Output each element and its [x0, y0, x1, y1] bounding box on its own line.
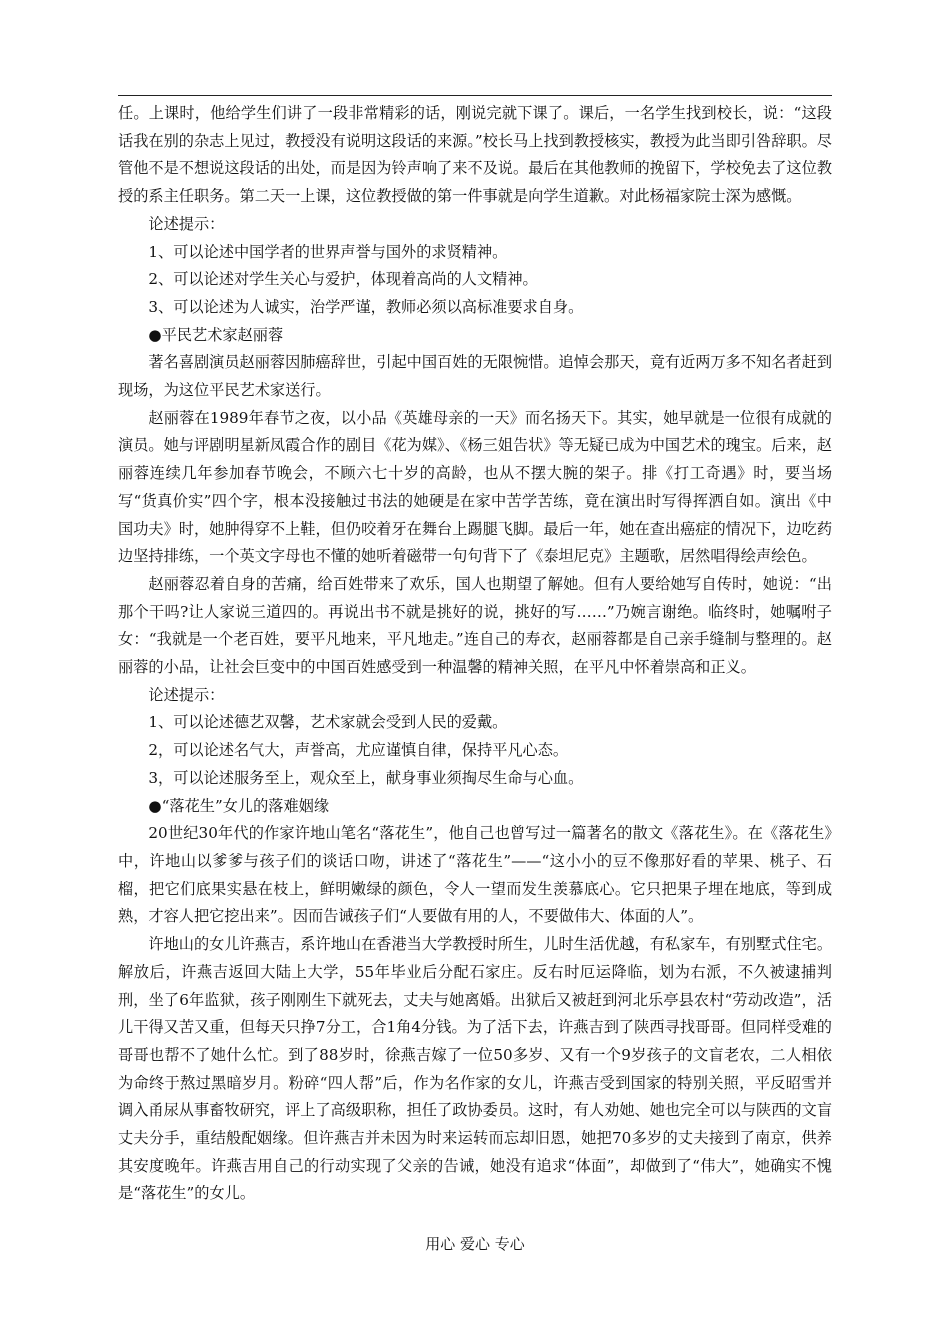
paragraph: 1、可以论述德艺双馨，艺术家就会受到人民的爱戴。	[148, 713, 508, 732]
paragraph: 3，可以论述服务至上，观众至上，献身事业须掏尽生命与心血。	[148, 768, 584, 787]
paragraph: 20世纪30年代的作家许地山笔名“落花生”，他自己也曾写过一篇著名的散文《落花生》。在《落花生》中，许地山以爹爹与孩子们的谈话口吻，讲述了“落花生”——“这小小的豆不像那好看的苹果、桃子、石榴，把它们底果实悬在枝上，鲜明嫩绿的颜色，令人一望而发生羡慕底心。它只把果子埋在地底，等到成熟，才容人把它挖出来”。因而告诫孩子们“人要做有用的人，不要做伟大、体面的人”。	[118, 824, 832, 926]
page-footer: 用心 爱心 专心	[425, 1235, 525, 1253]
document-body	[118, 100, 832, 1208]
paragraph: 赵丽蓉在1989年春节之夜，以小品《英雄母亲的一天》而名扬天下。其实，她早就是一位很有成就的演员。她与评剧明星新凤霞合作的剧目《花为媒》、《杨三姐告状》等无疑已成为中国艺术的瑰宝。后来，赵丽蓉连续几年参加春节晚会，不顾六七十岁的高龄，也从不摆大腕的架子。排《打工奇遇》时，要当场写“货真价实”四个字，根本没接触过书法的她硬是在家中苦学苦练，竟在演出时写得挥洒自如。演出《中国功夫》时，她肿得穿不上鞋，但仍咬着牙在舞台上踢腿飞脚。最后一年，她在查出癌症的情况下，边吃药边坚持排练，一个英文字母也不懂的她听着磁带一句句背下了《泰坦尼克》主题歌，居然唱得绘声绘色。	[118, 408, 832, 566]
paragraph: 许地山的女儿许燕吉，系许地山在香港当大学教授时所生，儿时生活优越，有私家车，有别墅式住宅。解放后，许燕吉返回大陆上大学，55年毕业后分配石家庄。反右时厄运降临，划为右派，不久被逮捕判刑，坐了6年监狱，孩子刚刚生下就死去，丈夫与她离婚。出狱后又被赶到河北乐亭县农村“劳动改造”，活儿干得又苦又重，但每天只挣7分工，合1角4分钱。为了活下去，许燕吉到了陕西寻找哥哥。但同样受难的哥哥也帮不了她什么忙。到了88岁时，徐燕吉嫁了一位50多岁、又有一个9岁孩子的文盲老农，二人相依为命终于熬过黑暗岁月。粉碎“四人帮”后，作为名作家的女儿，许燕吉受到国家的特别关照，平反昭雪并调入甬尿从事畜牧研究，评上了高级职称，担任了政协委员。这时，有人劝她、她也完全可以与陕西的文盲丈夫分手，重结般配姻缘。但许燕吉并未因为时来运转而忘却旧恩，她把70多岁的丈夫接到了南京，供养其安度晚年。许燕吉用自己的行动实现了父亲的告诫，她没有追求“体面”，却做到了“伟大”，她确实不愧是“落花生”的女儿。	[118, 935, 832, 1203]
paragraph: 著名喜剧演员赵丽蓉因肺癌辞世，引起中国百姓的无限惋惜。追悼会那天，竟有近两万多不知名者赶到现场，为这位平民艺术家送行。	[118, 353, 832, 400]
paragraph: 1、可以论述中国学者的世界声誉与国外的求贤精神。	[148, 242, 508, 261]
header-rule	[118, 95, 832, 96]
paragraph: 任。上课时，他给学生们讲了一段非常精彩的话，刚说完就下课了。课后，一名学生找到校长，说：“这段话我在别的杂志上见过，教授没有说明这段话的来源。”校长马上找到教授核实，教授为此当即引咎辞职。尽管他不是不想说这段话的出处，而是因为铃声响了来不及说。最后在其他教师的挽留下，学校免去了这位教授的系主任职务。第二天一上课，这位教授做的第一件事就是向学生道歉。对此杨福家院士深为感慨。	[118, 104, 832, 206]
paragraph: 2，可以论述名气大，声誉高，尤应谨慎自律，保持平凡心态。	[148, 741, 569, 760]
paragraph: ●平民艺术家赵丽蓉	[148, 325, 284, 344]
paragraph: 赵丽蓉忍着自身的苦痛，给百姓带来了欢乐，国人也期望了解她。但有人要给她写自传时，她说：“出那个干吗?让人家说三道四的。再说出书不就是挑好的说，挑好的写……”乃婉言谢绝。临终时，她嘱咐子女：“我就是一个老百姓，要平凡地来，平凡地走。”连自己的寿衣，赵丽蓉都是自己亲手缝制与整理的。赵丽蓉的小品，让社会巨变中的中国百姓感受到一种温馨的精神关照，在平凡中怀着崇高和正义。	[118, 574, 832, 677]
paragraph: 论述提示：	[148, 685, 225, 704]
paragraph: ●“落花生”女儿的落难姻缘	[148, 796, 330, 815]
paragraph: 3、可以论述为人诚实，治学严谨，教师必须以高标准要求自身。	[148, 297, 584, 316]
paragraph: 论述提示：	[148, 214, 225, 233]
paragraph: 2、可以论述对学生关心与爱护，体现着高尚的人文精神。	[148, 270, 538, 289]
